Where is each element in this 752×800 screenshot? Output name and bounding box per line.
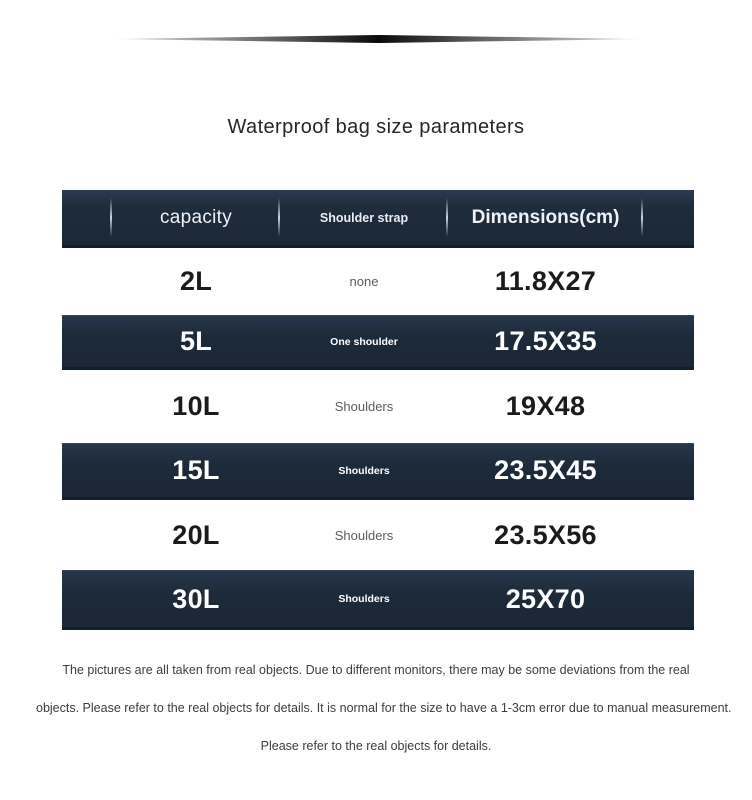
disclaimer-line: The pictures are all taken from real objects. Due to different monitors, there may be some deviations from the real [62,663,690,677]
table-row [62,500,694,570]
dimensions-value: 23.5X45 [494,455,597,485]
dimensions-value: 19X48 [505,391,586,421]
capacity-value: 30L [172,583,220,614]
column-header-shoulder-strap: Shoulder strap [319,210,409,225]
column-divider [641,198,643,238]
dimensions-value: 17.5X35 [494,326,597,356]
disclaimer-line: Please refer to the real objects for details. [260,739,492,753]
capacity-value: 20L [172,519,220,550]
table-row [62,248,694,315]
column-header-dimensions: Dimensions(cm) [471,206,620,228]
table-row [62,443,694,500]
disclaimer-text [36,651,732,765]
column-divider [110,198,112,238]
strap-value: Shoulders [338,464,390,477]
capacity-value: 2L [179,266,213,296]
dimensions-value: 23.5X56 [494,519,597,550]
column-divider [278,198,280,238]
capacity-value: 5L [179,326,213,356]
decorative-divider-line [108,35,648,43]
strap-value: Shoulders [338,593,390,605]
capacity-value: 10L [172,391,220,421]
capacity-value: 15L [172,455,220,485]
disclaimer-line: objects. Please refer to the real objects for details. It is normal for the size to have a 1-3cm error due to manual measurement. [36,701,732,715]
dimensions-value: 25X70 [505,583,586,614]
strap-value: One shoulder [330,335,398,348]
size-table [62,190,694,630]
strap-value: none [349,274,379,289]
strap-value: Shoulders [334,527,394,543]
column-header-capacity: capacity [159,206,233,228]
table-header-row [62,190,694,248]
strap-value: Shoulders [334,399,394,414]
table-row [62,315,694,370]
dimensions-value: 11.8X27 [494,266,597,296]
table-row [62,370,694,443]
table-row [62,570,694,630]
page-title: Waterproof bag size parameters [227,116,525,138]
column-divider [446,198,448,238]
